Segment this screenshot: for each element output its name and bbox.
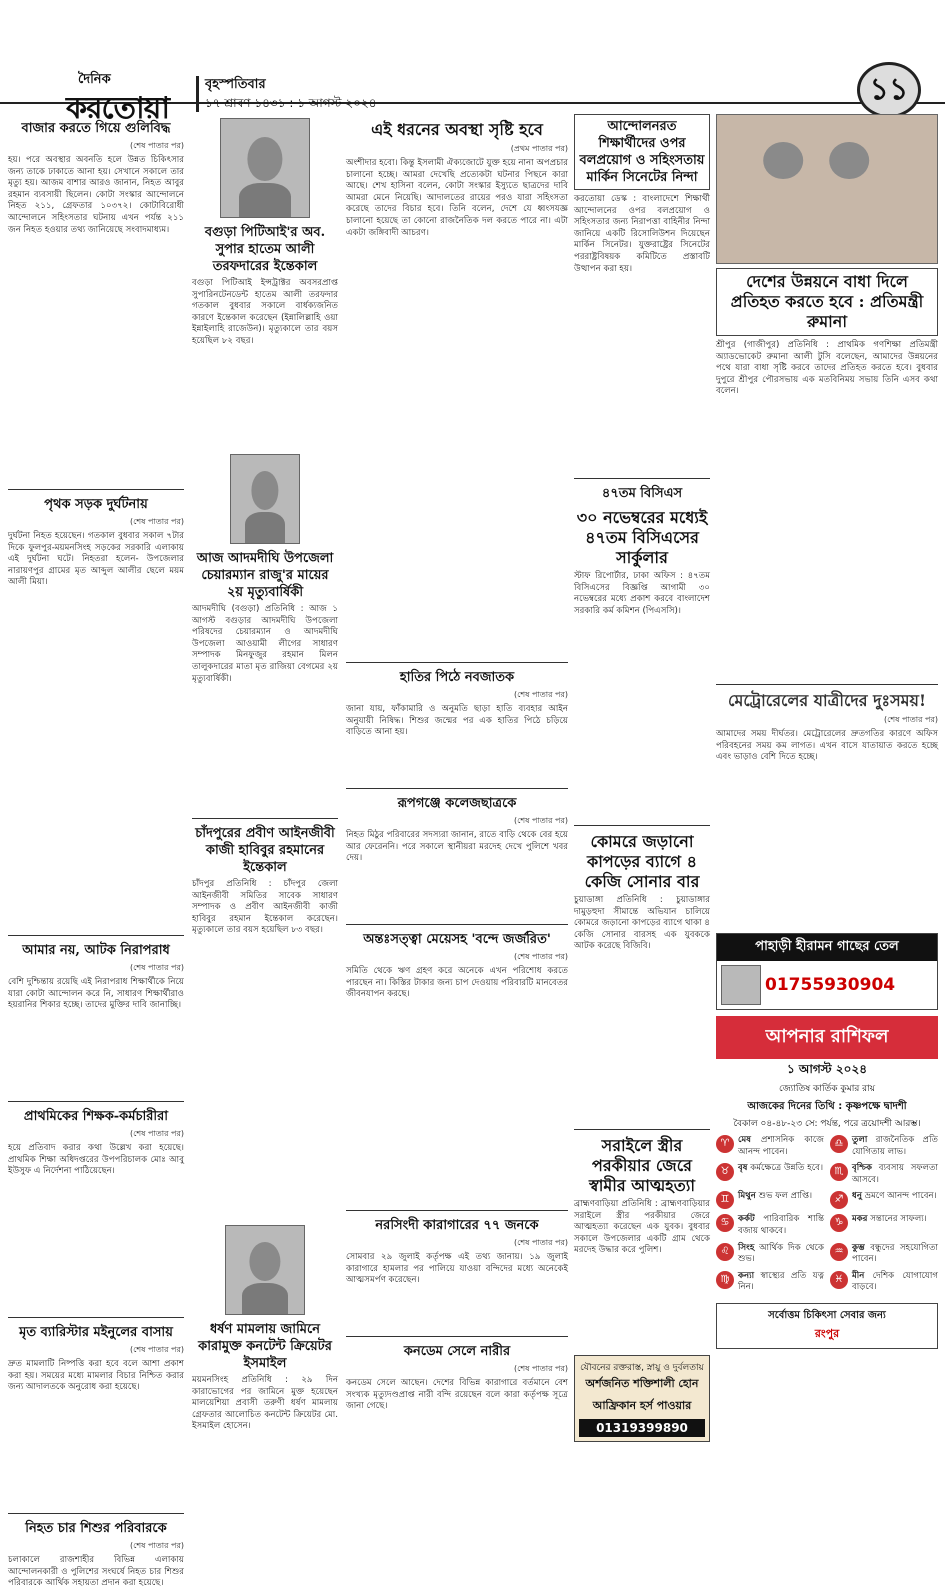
rashi-sign-item: ♓ মীন দেশিক যোগাযোগ বাড়বে। <box>830 1271 938 1294</box>
headline-bcs-label: ৪৭তম বিসিএস <box>601 486 683 501</box>
zodiac-icon: ♍ <box>716 1271 734 1289</box>
zodiac-icon: ♏ <box>830 1163 848 1181</box>
continued-label: (শেষ পাতার পর) <box>513 1238 568 1247</box>
zodiac-icon: ♓ <box>830 1271 848 1289</box>
article-text: হয়ে প্রতিবাদ করার কথা উল্লেখ করা হয়েছে। প্রাথমিক শিক্ষা অধিদপ্তরের উপপরিচালক মোঃ আবু ইউসুফ এ নির্দেশনা পাঠিয়েছেন। <box>8 1143 184 1177</box>
headline-elephant: হাতির পিঠে নবজাতক <box>399 670 515 685</box>
zodiac-icon: ♈ <box>716 1135 734 1153</box>
divider <box>716 684 938 685</box>
headline-barrister: মৃত ব্যারিস্টার মইনুলের বাসায় <box>19 1325 173 1340</box>
zodiac-icon: ♑ <box>830 1214 848 1232</box>
ad-photo <box>721 965 761 1005</box>
continued-label: (প্রথম পাতার পর) <box>510 144 568 153</box>
continued-label: (শেষ পাতার পর) <box>129 517 184 526</box>
article-text: সোমবার ২৯ জুলাই কর্তৃপক্ষ এই তথ্য জানায়। ১৯ জুলাই কারাগারে হামলার পর পালিয়ে যাওয়া বন্দিদের মধ্যে অনেকেই আত্মসমর্পণ করেছেন। <box>346 1252 568 1286</box>
rashi-sign-item: ♏ বৃশ্চিক ব্যবসায় সফলতা আসবে। <box>830 1163 938 1186</box>
divider <box>574 478 710 479</box>
portrait-photo <box>225 1225 305 1315</box>
article-text: শ্রীপুর (গাজীপুর) প্রতিনিধি : প্রাথমিক গণশিক্ষা প্রতিমন্ত্রী অ্যাডভোকেট রুমানা আলী টুসি বলেছেন, আমাদের উন্নয়নের পথে যারা বাধা সৃষ্টি করবে তাদের প্রতিহত করতে হবে। বুধবার দুপুরে শ্রীপুর পৌরসভায় এক মতবিনিময় সভায় তিনি এসব কথা বলেন। <box>716 340 938 397</box>
article-text: সমিতি থেকে ঋণ গ্রহণ করে অনেকে এখন পরিশোধ করতে পারছেন না। কিস্তির টাকার জন্য চাপ দেওয়ায় পরিবারটি মানবেতর জীবনযাপন করছে। <box>346 966 568 1000</box>
ad-line: যৌবনের রক্তরাস্ত, স্নায়ু ও দুর্বলতায় <box>580 1363 704 1373</box>
rashi-sign-item: ♑ মকর সন্তানের সাফল্য। <box>830 1214 938 1237</box>
headline-box <box>716 268 938 336</box>
headline-box <box>574 114 710 190</box>
divider <box>346 1336 568 1337</box>
article-text: বগুড়া পিটিআই ইন্সট্রাক্টর অবসরপ্রাপ্ত সুপারিনটেনডেন্ট হাতেম আলী তরফদার গতকাল বুধবার সকালে বার্ধক্যজনিত কারণে ইন্তেকাল করেছেন (ইন্নালিল্লাহি ওয়া ইন্নাইলাহি রাজেউন)। মৃত্যুকালে তার বয়স হয়েছিল ৮২ বছর। <box>192 278 338 346</box>
continued-label: (শেষ পাতার পর) <box>129 1345 184 1354</box>
continued-label: (শেষ পাতার পর) <box>883 715 938 724</box>
article-text: দ্রুত মামলাটি নিষ্পত্তি করা হবে বলে আশা প্রকাশ করা হয়। সময়ের মধ্যে মামলার বিচার নিশ্চিত করার জন্য আদালতকে অনুরোধ করা হয়েছে। <box>8 1359 184 1393</box>
article-text: নিহত মিঠুর পরিবারের সদস্যরা জানান, রাতে বাড়ি থেকে বের হয়ে আর ফেরেননি। পরে সকালে স্থানীয়রা মরদেহ দেখে পুলিশে খবর দেয়। <box>346 830 568 864</box>
dateline <box>196 76 377 112</box>
article-text: আদমদীঘি (বগুড়া) প্রতিনিধি : আজ ১ আগস্ট বগুড়ার আদমদীঘি উপজেলা পরিষদের চেয়ারম্যান ও আদমদীঘি উপজেলা আওয়ামী লীগের সাধারণ সম্পাদক মিনফুজুর রহমান মিলন তালুকদারের মাতা মৃত রাজিয়া বেগমের ২য় মৃত্যুবার্ষিকী। <box>192 604 338 684</box>
rashi-sign-item: ♉ বৃষ কর্মক্ষেত্রে উন্নতি হবে। <box>716 1163 824 1186</box>
logo-small: দৈনিক <box>78 72 111 87</box>
article-text: ব্রাহ্মণবাড়িয়া প্রতিনিধি : ব্রাহ্মণবাড়িয়ার সরাইলে স্ত্রীর পরকীয়ার জেরে আত্মহত্যা করেছেন এক যুবক। বুধবার সকালে উপজেলার একটি গ্রাম থেকে মরদেহ উদ্ধার করে পুলিশ। <box>574 1199 710 1256</box>
continued-label: (শেষ পাতার পর) <box>129 141 184 150</box>
rashi-sign-item: ♈ মেষ প্রশাসনিক কাজে আনন্দ পাবেন। <box>716 1135 824 1158</box>
logo-big: করতোয়া <box>66 91 170 126</box>
portrait-photo <box>230 454 300 544</box>
tithi-time: বৈকাল ০৪-৪৮-২৩ সে: পর্যন্ত, পরে ত্রয়োদশী আরম্ভ। <box>733 1119 921 1129</box>
headline-obituary-lawyer: চাঁদপুরের প্রবীণ আইনজীবী কাজী হাবিবুর রহমানের ইন্তেকাল <box>195 826 335 875</box>
article-text: ময়মনসিংহ প্রতিনিধি : ২৯ দিন কারাভোগের পর জামিনে মুক্ত হয়েছেন মালয়েশিয়া প্রবাসী তরুণী ধর্ষণ মামলায় গ্রেফতার আলোচিত কনটেন্ট ক্রিয়েটর মো. ইসমাইল হোসেন। <box>192 1375 338 1432</box>
event-photo <box>716 114 938 264</box>
ad-city: রংপুর <box>814 1326 840 1340</box>
divider <box>574 825 710 826</box>
continued-label: (শেষ পাতার পর) <box>129 1129 184 1138</box>
article-text: চুয়াডাঙ্গা প্রতিনিধি : চুয়াডাঙ্গার দামুড়হুদা সীমান্তে অভিযান চালিয়ে কোমরে জড়ানো কাপড়ের ব্যাগে থাকা ৪ কেজি সোনার বারসহ এক যুবককে আটক করেছে বিজিবি। <box>574 895 710 952</box>
divider <box>346 924 568 925</box>
ad-phone: 01319399890 <box>579 1419 705 1437</box>
headline-pregnant: অন্তঃসত্ত্বা মেয়েসহ 'বন্দে জর্জরিত' <box>363 932 551 947</box>
rashi-sign-item: ♌ সিংহ আর্থিক দিক থেকে শুভ। <box>716 1243 824 1266</box>
headline-content-creator: ধর্ষণ মামলায় জামিনে কারামুক্ত কনটেন্ট ক্রিয়েটর ইসমাইল <box>198 1322 332 1371</box>
article-text: চলাকালে রাজশাহীর বিভিন্ন এলাকায় আন্দোলনকারী ও পুলিশের সংঘর্ষে নিহত চার শিশুর পরিবারকে আর্থিক সহায়তা প্রদান করা হয়েছে। <box>8 1555 184 1589</box>
rashifal-title: আপনার রাশিফল <box>716 1016 938 1059</box>
page-number: ১১ <box>857 62 921 118</box>
article-text: হয়। পরে অবস্থার অবনতি হলে উন্নত চিকিৎসার জন্য তাকে ঢাকাতে আনা হয়। সেখানে সকালে তার মৃত্যু হয়। আজম বাশার আরও জানান, নিহত আবুর রহমান ব্যবসায়ী ছিলেন। কোটা সংস্কার আন্দোলনে নিহত ২১১, গ্রেফতার ১০৩৭২। কোটাবিরোধী আন্দোলনে সহিংসতার ঘটনায় এখন পর্যন্ত ২১১ জন নিহত হওয়ার তথ্য জানিয়েছে সংবাদমাধ্যম। <box>8 155 184 235</box>
headline-obituary-hatem: বগুড়া পিটিআই'র অব. সুপার হাতেম আলী তরফদারের ইন্তেকাল <box>204 225 326 274</box>
continued-label: (শেষ পাতার পর) <box>129 963 184 972</box>
zodiac-icon: ♒ <box>830 1243 848 1261</box>
newspaper-logo <box>66 72 186 126</box>
headline-bcs: ৩০ নভেম্বরের মধ্যেই ৪৭তম বিসিএসের সার্কুলার <box>576 508 708 567</box>
divider <box>346 788 568 789</box>
continued-label: (শেষ পাতার পর) <box>513 816 568 825</box>
continued-label: (শেষ পাতার পর) <box>513 690 568 699</box>
continued-label: (শেষ পাতার পর) <box>513 952 568 961</box>
article-text: চাঁদপুর প্রতিনিধি : চাঁদপুর জেলা আইনজীবী সমিতির সাবেক সাধারণ সম্পাদক ও প্রবীণ আইনজীবী কাজী হাবিবুর রহমান ইন্তেকাল করেছেন। মৃত্যুকালে তার বয়স হয়েছিল ৮৩ বছর। <box>192 879 338 936</box>
headline-condemned-cell: কনডেম সেলে নারীর <box>403 1344 511 1359</box>
article-text: জানা যায়, ফাঁকামারি ও অনুমতি ছাড়া হাতি ব্যবহার আইন অনুযায়ী নিষিদ্ধ। শিশুর জন্মের পর এক হাতির পিঠে চড়িয়ে বাড়িতে আনা হয়। <box>346 704 568 738</box>
divider <box>346 662 568 663</box>
ad-brand: আফ্রিকান হর্স পাওয়ার <box>592 1399 692 1412</box>
article-text: বেশি দুশ্চিন্তায় রয়েছি এই নিরাপরাধ শিক্ষার্থীকে নিয়ে যারা কোটা আন্দোলন করে নি, সাধারণ শিক্ষার্থীরাও হয়রানির শিকার হচ্ছে। তাদের মুক্তির দাবি জানাচ্ছি। <box>8 977 184 1011</box>
column-2 <box>192 114 338 1514</box>
headline-death-anniversary: আজ আদমদীঘি উপজেলা চেয়ারম্যান রাজু'র মায়ের ২য় মৃত্যুবার্ষিকী <box>196 551 334 600</box>
article-text: কনডেম সেলে আছেন। দেশের বিভিন্ন কারাগারে বর্তমানে বেশ সংখ্যক মৃত্যুদণ্ডপ্রাপ্ত নারী বন্দি রয়েছেন বলে কারা কর্তৃপক্ষ সূত্রে জানা গেছে। <box>346 1378 568 1412</box>
divider <box>8 489 184 490</box>
rashi-sign-item: ♐ ধনু ভ্রমণে আনন্দ পাবেন। <box>830 1191 938 1209</box>
masthead <box>0 0 945 126</box>
headline-primary-teachers: প্রাথমিকের শিক্ষক-কর্মচারীরা <box>23 1109 169 1124</box>
divider <box>346 1210 568 1211</box>
article-text: অংশীদার হবো। কিন্তু ইসলামী ঐক্যজোটে যুক্ত হয়ে নানা অপপ্রচার চালানো হচ্ছে। আমরা দেখেছি প্রত্যেকটা ঘটনার পিছনে কারা আছে। শেখ হাসিনা বলেন, কোটা সংস্কার ইস্যুতে ছাত্রদের দাবি আমরা মেনে নিয়েছি। আদালতের রায়ের পরও যারা সহিংসতা করেছে তাদের বিচার হবে। তিনি বলেন, দেশে যে ধ্বংসযজ্ঞ চালানো হয়েছে তা কোনো রাজনৈতিক দল করতে পারে না। এটা একটা জঙ্গিবাদী আচরণ। <box>346 158 568 238</box>
divider <box>8 1101 184 1102</box>
column-3 <box>346 114 568 1514</box>
divider <box>8 935 184 936</box>
headline-us-senate: আন্দোলনরত শিক্ষার্থীদের ওপর বলপ্রয়োগ ও সহিংসতায় মার্কিন সিনেটের নিন্দা <box>579 119 705 185</box>
divider <box>574 1129 710 1130</box>
rashifal-signs <box>716 1135 938 1297</box>
advertisement-horse-power <box>574 1355 710 1442</box>
zodiac-icon: ♌ <box>716 1243 734 1261</box>
article-text: দুর্ঘটনা নিহত হয়েছেন। গতকাল বুধবার সকাল ৭টার দিকে ফুলপুর-ময়মনসিংহ সড়কের সরকারি এলাকায় এই দুর্ঘটনা ঘটে। নিহতরা হলেন- উপজেলার নারায়ণপুর গ্রামের মৃত আব্দুল আলীর ছেলে ময়ম আলী মিয়া। <box>8 531 184 588</box>
ad-phone: 01755930904 <box>765 975 896 995</box>
headline-situation: এই ধরনের অবস্থা সৃষ্টি হবে <box>371 120 543 139</box>
rashifal-author: জ্যোতিষ কার্তিক কুমার রায় <box>778 1084 876 1094</box>
article-text: স্টাফ রিপোর্টার, ঢাকা অফিস : ৪৭তম বিসিএসের বিজ্ঞপ্তি আগামী ৩০ নভেম্বরের মধ্যে প্রকাশ করবে বাংলাদেশ সরকারি কর্ম কমিশন (পিএসসি)। <box>574 571 710 616</box>
headline-road-accident: পৃথক সড়ক দুর্ঘটনায় <box>44 497 148 512</box>
headline-metro-rail: মেট্রোরেলের যাত্রীদের দুঃসময়! <box>728 691 926 710</box>
divider <box>8 1513 184 1514</box>
zodiac-icon: ♉ <box>716 1163 734 1181</box>
column-5 <box>716 114 938 1514</box>
article-text: আমাদের সময় দীর্ঘতর। মেট্রোরেলের দ্রুতগতির কারণে অফিস পরিবহনের সময় কম লাগত। এখন বাসে যাতায়াত করতে হচ্ছে এবং ভাড়াও বেশি দিতে হচ্ছে। <box>716 729 938 763</box>
rashifal-date: ১ আগস্ট ২০২৪ <box>786 1062 868 1076</box>
headline-rupganj: রূপগঞ্জে কলেজছাত্রকে <box>397 796 517 811</box>
headline-four-children: নিহত চার শিশুর পরিবারকে <box>25 1521 167 1536</box>
rashi-sign-item: ♊ মিথুন শুভ ফল প্রাপ্তি। <box>716 1191 824 1209</box>
continued-label: (শেষ পাতার পর) <box>129 1541 184 1550</box>
continued-label: (শেষ পাতার পর) <box>513 1364 568 1373</box>
divider <box>8 1317 184 1318</box>
headline-innocent: আমার নয়, আটক নিরাপরাধ <box>22 943 170 958</box>
zodiac-icon: ♋ <box>716 1214 734 1232</box>
weekday: বৃহস্পতিবার <box>205 77 266 92</box>
date: ১৭ শ্রাবণ ১৪৩১ : ১ আগস্ট ২০২৪ <box>205 96 377 110</box>
zodiac-icon: ♊ <box>716 1191 734 1209</box>
portrait-photo <box>220 118 310 218</box>
advertisement-hospital <box>716 1303 938 1349</box>
zodiac-icon: ♎ <box>830 1135 848 1153</box>
column-1 <box>8 114 184 1589</box>
advertisement-oil <box>716 933 938 1010</box>
rashi-sign-item: ♍ কন্যা স্বাস্থ্যের প্রতি যত্ন নিন। <box>716 1271 824 1294</box>
rashi-sign-item: ♒ কুম্ভ বন্ধুদের সহযোগিতা পাবেন। <box>830 1243 938 1266</box>
headline-gold-bar: কোমরে জড়ানো কাপড়ের ব্যাগে ৪ কেজি সোনার বার <box>584 832 700 891</box>
ad-line: অর্শজনিত শক্তিশালী হোন <box>585 1377 699 1390</box>
headline-rumana: দেশের উন্নয়নে বাধা দিলে প্রতিহত করতে হবে : প্রতিমন্ত্রী রুমানা <box>730 272 924 331</box>
headline-sarail: সরাইলে স্ত্রীর পরকীয়ার জেরে স্বামীর আত্মহত্যা <box>589 1136 695 1195</box>
divider <box>192 818 338 819</box>
column-4 <box>574 114 710 1514</box>
rashi-sign-item: ♎ তুলা রাজনৈতিক প্রতি যোগিতায় লাভ। <box>830 1135 938 1158</box>
article-text: করতোয়া ডেস্ক : বাংলাদেশে শিক্ষার্থী আন্দোলনের ওপর বলপ্রয়োগ ও সহিংসতার জন্য নিরাপত্তা বাহিনীর নিন্দা জানিয়ে একটি রিসোলিউশন দিয়েছেন মার্কিন সিনেটর। যুক্তরাষ্ট্রের সিনেটের পররাষ্ট্রবিষয়ক কমিটিতে প্রস্তাবটি উত্থাপন করা হয়। <box>574 194 710 274</box>
headline-narsingdi: নরসিংদী কারাগারের ৭৭ জনকে <box>375 1218 539 1233</box>
tithi: আজকের দিনের তিথি : কৃষ্ণপক্ষে দ্বাদশী <box>747 1101 907 1112</box>
ad-title: পাহাড়ী হীরামন গাছের তেল <box>717 934 937 961</box>
ad-line: সর্বোত্তম চিকিৎসা সেবার জন্য <box>768 1309 886 1321</box>
headline-bazar: বাজার করতে গিয়ে গুলিবিদ্ধ <box>21 121 171 136</box>
rashi-sign-item: ♋ কর্কট পারিবারিক শান্তি বজায় থাকবে। <box>716 1214 824 1237</box>
zodiac-icon: ♐ <box>830 1191 848 1209</box>
